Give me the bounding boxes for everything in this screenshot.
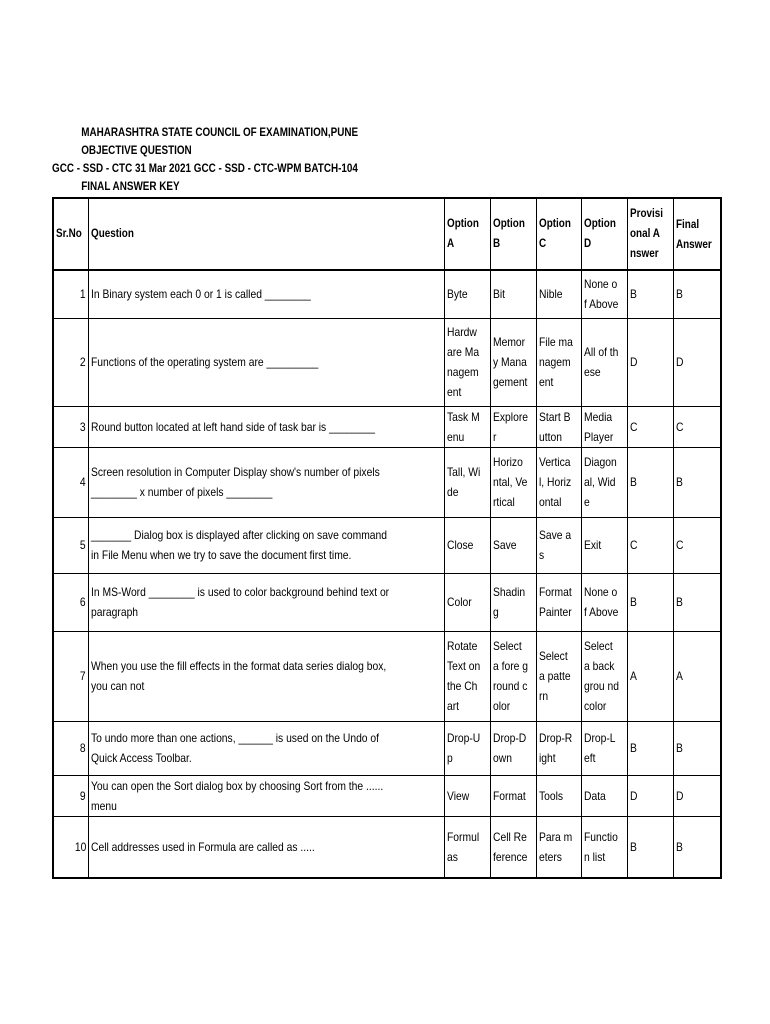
final-answer-cell: B — [674, 270, 721, 318]
sr-cell: 9 — [53, 775, 89, 816]
document-header — [52, 124, 358, 196]
final-answer-cell: B — [674, 816, 721, 878]
sr-cell: 10 — [53, 816, 89, 878]
final-answer-cell: B — [674, 573, 721, 631]
option-a-cell: Byte — [445, 270, 491, 318]
final-answer-cell: D — [674, 775, 721, 816]
option-c-cell: Tools — [537, 775, 582, 816]
option-a-cell: Formulas — [445, 816, 491, 878]
question-cell: In Binary system each 0 or 1 is called ________ — [89, 270, 445, 318]
option-a-cell: Hardware Management — [445, 318, 491, 406]
table-header-row — [53, 198, 721, 270]
col-header-option-c: Option C — [537, 198, 582, 270]
option-d-cell: Exit — [582, 517, 628, 573]
option-a-cell: Color — [445, 573, 491, 631]
provisional-answer-cell: A — [628, 631, 674, 721]
council-title: MAHARASHTRA STATE COUNCIL OF EXAMINATION,PUNE — [81, 127, 359, 139]
question-cell: You can open the Sort dialog box by choosing Sort from the ...... menu — [89, 775, 445, 816]
option-d-cell: Diagonal, Wide — [582, 447, 628, 517]
question-cell: Functions of the operating system are _________ — [89, 318, 445, 406]
col-header-option-a: Option A — [445, 198, 491, 270]
option-d-cell: Drop-Left — [582, 721, 628, 775]
option-c-cell: Start Button — [537, 406, 582, 447]
final-answer-cell: B — [674, 721, 721, 775]
option-b-cell: Horizontal, Vertical — [491, 447, 537, 517]
table-row — [53, 775, 721, 816]
option-b-cell: Explorer — [491, 406, 537, 447]
option-b-cell: Bit — [491, 270, 537, 318]
option-b-cell: Save — [491, 517, 537, 573]
option-a-cell: Drop-Up — [445, 721, 491, 775]
sr-cell: 1 — [53, 270, 89, 318]
option-a-cell: Task Menu — [445, 406, 491, 447]
provisional-answer-cell: B — [628, 447, 674, 517]
question-cell: _______ Dialog box is displayed after clicking on save command in File Menu when we try to save the document first time. — [89, 517, 445, 573]
option-c-cell: File management — [537, 318, 582, 406]
final-answer-cell: C — [674, 406, 721, 447]
question-cell: Cell addresses used in Formula are called as ..... — [89, 816, 445, 878]
provisional-answer-cell: B — [628, 721, 674, 775]
question-cell: Round button located at left hand side of task bar is ________ — [89, 406, 445, 447]
final-answer-cell: B — [674, 447, 721, 517]
option-b-cell: Cell Reference — [491, 816, 537, 878]
option-a-cell: View — [445, 775, 491, 816]
provisional-answer-cell: B — [628, 816, 674, 878]
provisional-answer-cell: C — [628, 517, 674, 573]
provisional-answer-cell: C — [628, 406, 674, 447]
col-header-option-d: Option D — [582, 198, 628, 270]
option-c-cell: Nible — [537, 270, 582, 318]
col-header-sr: Sr.No — [53, 198, 89, 270]
option-d-cell: All of these — [582, 318, 628, 406]
question-cell: When you use the fill effects in the format data series dialog box, you can not — [89, 631, 445, 721]
option-d-cell: Function list — [582, 816, 628, 878]
col-header-question: Question — [89, 198, 445, 270]
col-header-option-b: Option B — [491, 198, 537, 270]
option-c-cell: Format Painter — [537, 573, 582, 631]
col-header-final-answer: Final Answer — [674, 198, 721, 270]
sr-cell: 6 — [53, 573, 89, 631]
table-row — [53, 721, 721, 775]
option-c-cell: Select a pattern — [537, 631, 582, 721]
option-c-cell: Save as — [537, 517, 582, 573]
option-c-cell: Vertical, Horizontal — [537, 447, 582, 517]
table-row — [53, 447, 721, 517]
provisional-answer-cell: B — [628, 573, 674, 631]
option-b-cell: Memory Management — [491, 318, 537, 406]
question-cell: In MS-Word ________ is used to color background behind text or paragraph — [89, 573, 445, 631]
sr-cell: 4 — [53, 447, 89, 517]
answer-key-title: FINAL ANSWER KEY — [81, 181, 180, 193]
final-answer-cell: C — [674, 517, 721, 573]
batch-info: GCC - SSD - CTC 31 Mar 2021 GCC - SSD - CTC-WPM BATCH-104 — [52, 163, 358, 175]
answer-key-table — [52, 197, 722, 879]
sr-cell: 3 — [53, 406, 89, 447]
table-row — [53, 816, 721, 878]
final-answer-cell: D — [674, 318, 721, 406]
table-row — [53, 318, 721, 406]
provisional-answer-cell: D — [628, 318, 674, 406]
option-d-cell: Select a backgrou nd color — [582, 631, 628, 721]
table-row — [53, 406, 721, 447]
option-a-cell: Tall, Wide — [445, 447, 491, 517]
table-row — [53, 517, 721, 573]
sr-cell: 8 — [53, 721, 89, 775]
objective-question-title: OBJECTIVE QUESTION — [81, 145, 192, 157]
option-d-cell: None of Above — [582, 270, 628, 318]
option-c-cell: Drop-Right — [537, 721, 582, 775]
option-b-cell: Select a fore ground color — [491, 631, 537, 721]
sr-cell: 7 — [53, 631, 89, 721]
question-cell: To undo more than one actions, ______ is used on the Undo of Quick Access Toolbar. — [89, 721, 445, 775]
sr-cell: 2 — [53, 318, 89, 406]
provisional-answer-cell: D — [628, 775, 674, 816]
option-a-cell: Close — [445, 517, 491, 573]
sr-cell: 5 — [53, 517, 89, 573]
option-d-cell: None of Above — [582, 573, 628, 631]
table-row — [53, 631, 721, 721]
table-row — [53, 270, 721, 318]
option-a-cell: Rotate Text on the Chart — [445, 631, 491, 721]
option-c-cell: Para meters — [537, 816, 582, 878]
final-answer-cell: A — [674, 631, 721, 721]
option-b-cell: Drop-Down — [491, 721, 537, 775]
option-b-cell: Shading — [491, 573, 537, 631]
question-cell: Screen resolution in Computer Display show's number of pixels ________ x number of pixels ________ — [89, 447, 445, 517]
option-b-cell: Format — [491, 775, 537, 816]
provisional-answer-cell: B — [628, 270, 674, 318]
option-d-cell: Data — [582, 775, 628, 816]
table-row — [53, 573, 721, 631]
option-d-cell: Media Player — [582, 406, 628, 447]
col-header-provisional-answer: Provisional Answer — [628, 198, 674, 270]
